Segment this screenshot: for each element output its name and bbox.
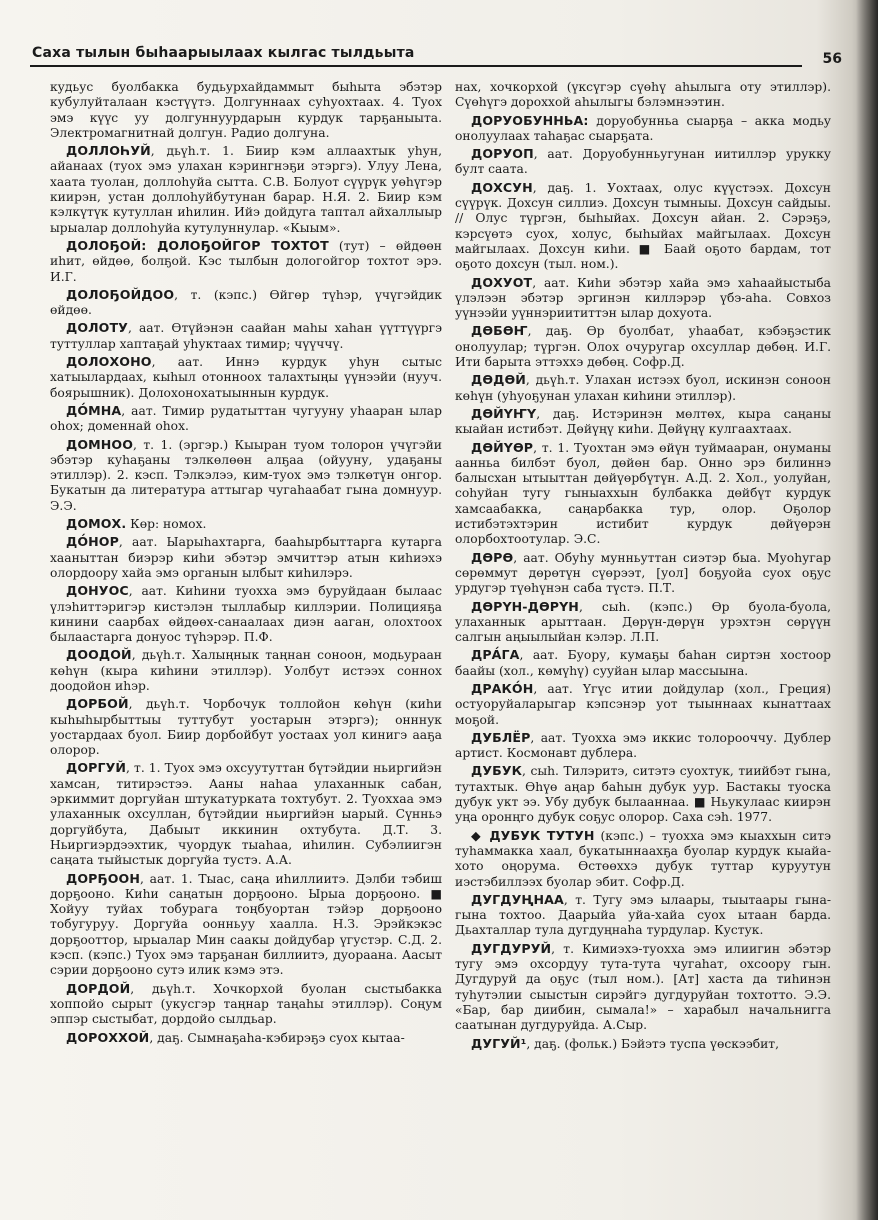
entry-definition: , сыһ. Тилэритэ, ситэтэ суохтук, тиийбэт гына, тутахтык. Өһүө аңар баһын дубук уур. Бастакы туоска дубук укт ээ. Убу дубук былааннаа. ■ Ньукулаас киирэн уңа оронңго дубук соҕус олорор. Саха сэһ. 1977.: [455, 764, 831, 825]
entry-definition: , т. 1. (эргэр.) Кыыран туом толорон үчүгэйи эбэтэр куһаҕаны тэлкөлөөн алҕаа (ойууну, удаҕаны этиллэр). 2. кэсп. Тэлкэлээ, ким-туох эмэ тэлкөтүн онгор. Букатын да литература аттыгар чугаһаабат гына домнуур. Э.Э.: [50, 437, 442, 513]
page-number: 56: [822, 51, 842, 67]
entry-definition: , аат. Ыарыһахтарга, бааһырбыттарга кутарга хааныттан биэрэр киһи эбэтэр эмчиттэр атын киһиэхэ олордоору хайа эмэ органын ылбыт киһилэрэ.: [50, 535, 442, 580]
entry-headword: ДОНУОС: [66, 583, 129, 599]
entry-definition: Көр: номох.: [126, 517, 207, 532]
dictionary-entry: [455, 892, 831, 939]
entry-definition: , аат. Обуһу мунньуттан сиэтэр быа. Муоһугар сөрөммут дөрөтүн сүөрээт, [уол] боҕуойа суох оҕус урдугэр түөһүнэн саба түстэ. П.Т.: [455, 550, 831, 596]
dictionary-entry: [455, 550, 831, 597]
entry-headword: ДӨРӨ: [471, 549, 514, 565]
entry-headword: ДОЛОҔОЙДОО: [66, 286, 175, 302]
entry-headword: ДОХУОТ: [471, 274, 533, 290]
dictionary-entry: [50, 403, 442, 435]
entry-headword: ДОРҔООН: [66, 870, 140, 886]
dictionary-entry: [50, 583, 442, 645]
entry-headword: ДОРОХХОЙ: [66, 1029, 150, 1045]
entry-definition: , аат. Иннэ курдук уһун сытыс хатыылардаах, кыһыл отонноох талахтыңы үүнээйи (нууч. боярышник). Долохонохатыыннын курдук.: [50, 355, 442, 400]
entry-headword: ДОЛЛОҺУЙ: [66, 143, 151, 159]
dictionary-entry: [50, 696, 442, 758]
entry-definition: , аат. 1. Тыас, саңа иһиллиитэ. Дэлби тэбиш дорҕооно. Киһи саңатын дорҕооно. Ырыа дорҕооно. ■ Хойуу туйах тобурага тоңбуортан тэйэр дорҕооно тобугуруу. Доргуйа оонньуу хаалла. Н.З. Эрэйкэкэс дорҕооттор, ырыалар Мин саакы дойдубар үгустэр. С.Д. 2. кэсп. (кэпс.) Туох эмэ тарҕанан биллиитэ, дуораана. Аасыт сэрии дорҕооно сутэ илик кэмэ этэ.: [50, 871, 442, 978]
dictionary-entry: [50, 534, 442, 581]
entry-headword: ДО́НОР: [66, 534, 119, 550]
dictionary-entry: [455, 599, 831, 646]
entry-headword: ДӨБӨҤ: [471, 323, 528, 339]
entry-definition: , дьүһ.т. Чорбочук толлойон көһүн (киһи кыһыһырбыттыы туттубут уостарын этэргэ); онннук уостардаах буол. Биир дорбойбут уостаах уол кинигэ ааҕа олорор.: [50, 697, 442, 758]
entry-definition: , даҕ. 1. Уохтаах, олус күүстээх. Дохсун сүүрүк. Дохсун силлиэ. Дохсун тымныы. Дохсун сайдыы. // Олус түргэн, быһыйах. Дохсун айан. 2. Сэрэҕэ, кэрсүөтэ суох, холус, быһыйах майгылаах. Дохсун майгылаах. Дохсун киһи. ■ Баай оҕото бардам, тот оҕото дохсун (тыл. ном.).: [455, 180, 831, 272]
entry-definition: , т. Тугу эмэ ылаары, тыытаары гына-гына тохтоо. Даарыйа уйа-хайа суох ытаан барда. Дьахталлар тула дугдуңнаһа турдулар. Кустук.: [455, 892, 831, 938]
entry-headword: ДОРГУЙ: [66, 760, 127, 776]
entry-headword: ДОРУОП: [471, 146, 534, 162]
entry-definition: кудьус буолбакка будьурхайдаммыт быһыта эбэтэр кубулуйталаан кэстүүтэ. Долгуннаах суһуохтаах. 4. Туох эмэ күүс уу долгуннуурдарын курдук тарҕаныыта. Электромагнитнай долгун. Радио долгуна.: [50, 80, 442, 140]
dictionary-entry: [50, 871, 442, 979]
running-title: Саха тылын быһаарыылаах кылгас тылдьыта: [32, 45, 415, 61]
entry-headword: ДРАКО́Н: [471, 680, 534, 696]
dictionary-entry: [50, 437, 442, 514]
entry-headword: ДОЛОТУ: [66, 320, 128, 336]
entry-definition: , дьүһ.т. 1. Биир кэм аллаахтык уһун, айанаах (туох эмэ улахан кэрингнэҕи этэргэ). Улуу Лена, хаата туолан, доллоһуйа сытта. С.В. Болуот сүүрүк уөһүгэр киирэн, устан доллоһуйбутунан барар. Н.Я. 2. Биир кэм кэлкүтүк кутуллан иһилин. Ийэ дойдуга таптал айхаллыыр ырыалар доллоһуйа кутулуннулар. «Кыым».: [50, 144, 442, 235]
entry-definition: , аат. Туохха эмэ иккис толорооччу. Дублер артист. Космонавт дублера.: [455, 730, 831, 761]
book-spine-shadow: [856, 0, 878, 1220]
dictionary-entry: [455, 113, 831, 145]
dictionary-entry: [455, 372, 831, 404]
dictionary-entry: [50, 238, 442, 285]
entry-headword: ДОРБОЙ: [66, 696, 129, 712]
entry-headword: ДОРДОЙ: [66, 980, 131, 996]
entry-definition: , дьүһ.т. Халыңнык таңнан соноон, модьураан көһүн (кыра киһини этиллэр). Уолбут истээх соннох доодойон иһэр.: [50, 648, 442, 693]
entry-definition: , дьүһ.т. Хочкорхой буолан сыстыбакка хоппойо сырыт (укусгэр таңнар таңаһы этиллэр). Соңум эппэр сыстыбат, дордойо сылдьар.: [50, 981, 442, 1027]
entry-definition: , аат. Киһини туохха эмэ буруйдаан былаас үлэһиттэригэр кистэлэн тыллабыр киллэрии. Полицияҕа кинини саарбах өйдөөх-санаалаах диэн ааган, олохтоох былаастарга донуос түһэрэр. П.Ф.: [50, 584, 442, 645]
entry-headword: ◆ ДУБУК ТУТУН: [471, 827, 595, 843]
page-header: [30, 40, 842, 70]
entry-headword: ДӨРҮН-ДӨРҮН: [471, 598, 579, 614]
dictionary-entry: [50, 760, 442, 868]
dictionary-entry: [455, 180, 831, 273]
dictionary-entry: [455, 681, 831, 728]
entry-definition: , т. 1. Туохтан эмэ өйүн туймааран, онуманы аанньа билбэт буол, дөйөн бар. Онно эрэ билиннэ балысхан ытыыттан дөйүөрбүтүн. А.Д. 2. Хол., уолуйан, соһуйан тугу гыныаххын булбакка дөйбүт курдук хамсаабакка, саңарбакка тур, олор. Оҕолор истибэтэхтэрин истибит курдук дөйүөрэн олорбохтоотулар. Э.С.: [455, 440, 831, 547]
entry-definition: , т. (кэпс.) Өйгөр түһэр, үчүгэйдик өйдөө.: [50, 287, 442, 318]
entry-definition: , т. Кимиэхэ-туохха эмэ илиигин эбэтэр тугу эмэ охсордуу тута-тута чугаһат, охсоору гын. Дугдуруй да оҕус (тыл ном.). [Ат] хаста да тиһинэн туһутэлии сыыстын сирэйгэ дугдуруйан тохтотто. Э.Э. «Бар, бар диибин, сымала!» – харабыл начальнигга саатынан дугдуруйда. А.Сыр.: [455, 941, 831, 1033]
entry-headword: ДУГУЙ¹: [471, 1035, 527, 1051]
entry-definition: , даҕ. Өр буолбат, уһаабат, кэбэҕэстик онолуулар; түргэн. Олох очуругар охсуллар дөбөң. И.Г. Ити барыта эттэххэ дөбөң. Софр.Д.: [455, 324, 831, 370]
entry-definition: , даҕ. Истэринэн мөлтөх, кыра саңаны кыайан истибэт. Дөйүңү киһи. Дөйүңү кулгаахтаах.: [455, 406, 831, 437]
entry-definition: (тут) – өйдөөн иһит, өйдөө, болҕой. Кэс тылбын дологойгор тохтот эрэ. И.Г.: [50, 238, 443, 284]
entry-definition: , аат. Үгүс итии дойдулар (хол., Греция) остуоруйаларыгар кэпсэнэр уот тыыннаах кынаттаах моҕой.: [455, 681, 831, 727]
dictionary-entry: [455, 1036, 831, 1052]
entry-headword: ДОХСУН: [471, 179, 533, 195]
entry-headword: ДОМНОО: [66, 436, 134, 452]
entry-definition: , сыһ. (кэпс.) Өр буола-буола, улаханнык арыттаан. Дөрүн-дөрүн урэхтэн сөрүүн салгын аңыылыйан кэлэр. Л.П.: [455, 599, 831, 645]
dictionary-entry: [50, 516, 442, 532]
entry-definition: , аат. Буору, кумаҕы баһан сиртэн хостоор баайы (хол., көмүһү) сууйан ылар массыына.: [455, 648, 831, 678]
entry-definition: , аат. Өтүйэнэн саайан маһы хаһан үүттүүргэ туттуллар хаптаҕай уһуктаах тимир; чүүччү.: [50, 321, 442, 351]
entry-headword: ДОМОХ.: [66, 516, 127, 532]
dictionary-entry: [50, 354, 442, 401]
entry-headword: ДӨЙҮҤҮ: [471, 405, 537, 421]
entry-headword: ДУГДУҢНАА: [471, 891, 564, 907]
dictionary-entry: [455, 440, 831, 548]
entry-headword: ДУГДУРУЙ: [471, 940, 552, 956]
dictionary-entry: [50, 143, 442, 236]
dictionary-entry: [50, 981, 442, 1028]
dictionary-entry: [455, 763, 831, 825]
dictionary-entry: [50, 80, 442, 141]
dictionary-entry: [50, 320, 442, 352]
entry-headword: ДОЛОҔОЙ: ДОЛОҔОЙГОР ТОХТОТ: [66, 237, 329, 253]
entry-definition: , даҕ. Сымнаҕаһа-кэбирэҕэ суох кытаа-: [149, 1030, 405, 1045]
dictionary-entry: [50, 647, 442, 694]
entry-definition: , аат. Тимир рудатыттан чугууну уһааран ылар оһох; доменнай оһох.: [50, 403, 442, 434]
entry-definition: , даҕ. (фольк.) Бэйэтэ туспа үөскээбит,: [526, 1036, 780, 1051]
dictionary-entry: [455, 647, 831, 679]
dictionary-entry: [455, 80, 831, 111]
dictionary-entry: [50, 287, 442, 319]
header-rule: [30, 65, 802, 67]
dictionary-entry: [455, 730, 831, 762]
entry-definition: , аат. Киһи эбэтэр хайа эмэ хаһаайыстыба үлэлээн эбэтэр эргинэн киллэрэр үбэ-аһа. Совхоз уүнээйи уүннэриититтэн ылар дохуота.: [455, 275, 831, 321]
right-column: [455, 80, 831, 1054]
entry-headword: ДО́МНА: [66, 402, 122, 418]
dictionary-entry: [50, 1030, 442, 1046]
entry-definition: нах, хочкорхой (үксүгэр сүөһү аһылыга оту этиллэр). Сүөһүгэ дороххой аһылыгы бэлэмнээтин.: [455, 80, 831, 110]
entry-headword: ДОЛОХОНО: [66, 354, 152, 370]
entry-headword: ДУБУК: [471, 763, 523, 779]
dictionary-entry: [455, 941, 831, 1034]
entry-headword: ДРА́ГА: [471, 647, 520, 663]
dictionary-entry: [455, 828, 831, 890]
dictionary-entry: [455, 275, 831, 322]
entry-headword: ДӨЙҮӨР: [471, 439, 534, 455]
entry-headword: ДУБЛЁР: [471, 729, 531, 745]
dictionary-entry: [455, 146, 831, 178]
entry-definition: , аат. Доруобунньугунан иитиллэр урукку булт саата.: [455, 147, 831, 177]
entry-definition: , дьүһ.т. Улахан истээх буол, искинэн соноон көһүн (уһуоҕунан улахан киһини этиллэр).: [455, 373, 831, 403]
entry-definition: доруобунньа сыарҕа – акка модьу онолуулаах таһаҕас сыарҕата.: [455, 113, 831, 143]
left-column: [50, 80, 442, 1048]
entry-headword: ДООДОЙ: [66, 647, 132, 663]
dictionary-entry: [455, 323, 831, 370]
dictionary-entry: [455, 406, 831, 438]
entry-headword: ДОРУОБУННЬА:: [471, 112, 589, 128]
entry-headword: ДӨДӨЙ: [471, 372, 526, 388]
entry-definition: (кэпс.) – туохха эмэ кыаххын ситэ туһаммакка хаал, букатыннаахҕа буолар курдук кыайа-хото оңорума. Өстөөххэ дубук туттар куруутун иэстэбиллээх буолар эбит. Софр.Д.: [455, 828, 831, 889]
entry-definition: , т. 1. Туох эмэ охсуутуттан бүтэйдии ньиргийэн хамсан, титирэстээ. Ааны наһаа улаханнык сабан, эркиммит доргуйан штукатурката тохтубут. 2. Туоххаа эмэ улаханнык охсуллан, бүтэйдии ньиргийэн ыарый. Сүнньэ доргуйбута, Дабыыт иккинин охтубута. Д.Т. 3. Ньиргиэрдээхтик, чуордук тыаһаа, иһилин. Субэлиигэн саңата тыйыстык доргуйа тустэ. А.А.: [50, 761, 442, 868]
